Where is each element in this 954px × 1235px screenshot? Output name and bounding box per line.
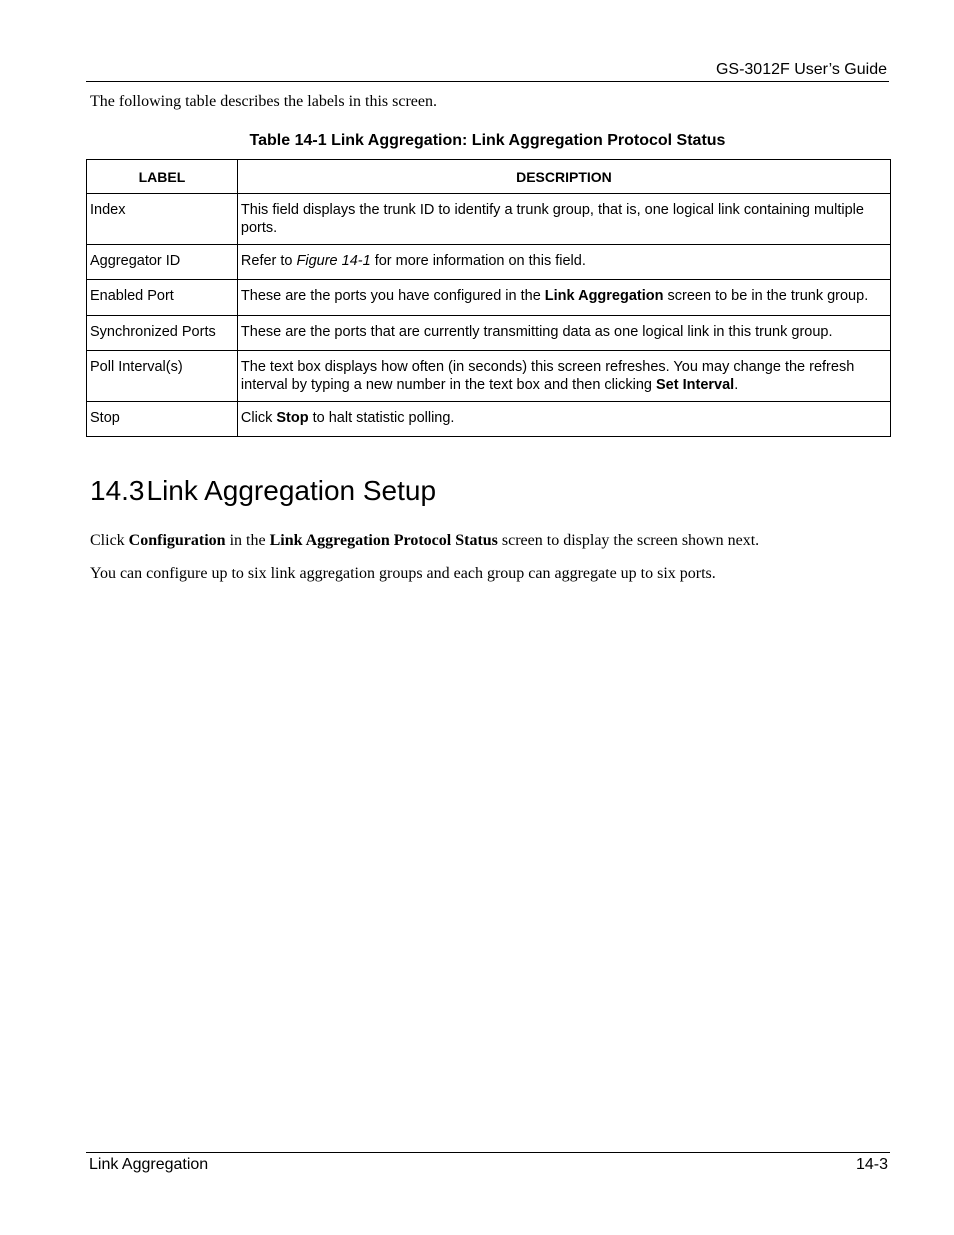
paragraph-text: Click [90, 532, 129, 549]
description-text: to halt statistic polling. [308, 410, 455, 426]
table-row [87, 402, 891, 437]
section-number: 14.3 [90, 475, 145, 506]
description-column-header: DESCRIPTION [237, 160, 890, 194]
description-text: screen to be in the trunk group. [663, 288, 869, 304]
description-text: Refer to [240, 253, 297, 269]
row-description: This field displays the trunk ID to identify a trunk group, that is, one logical link containing multiple ports. [237, 194, 890, 245]
description-text: . [734, 377, 739, 393]
table-row [87, 351, 891, 402]
row-label: Aggregator ID [87, 245, 238, 280]
running-header [86, 60, 889, 82]
description-text: The text box displays how often (in seconds) this screen refreshes. You may change the refresh interval by typing a new number in the text box and then clicking [240, 359, 855, 393]
menu-name-bold: Configuration [128, 532, 226, 549]
page-number: 14-3 [855, 1156, 888, 1173]
screen-name-bold: Link Aggregation [544, 288, 664, 304]
row-description: These are the ports that are currently transmitting data as one logical link in this trunk group. [237, 316, 890, 351]
section-title: Link Aggregation Setup [146, 475, 437, 506]
row-label: Enabled Port [87, 280, 238, 316]
row-description [237, 280, 890, 316]
table-row [87, 245, 891, 280]
screen-name-bold: Link Aggregation Protocol Status [269, 532, 498, 549]
row-description [237, 245, 890, 280]
table-row [87, 316, 891, 351]
intro-text: The following table describes the labels in this screen. [90, 93, 438, 110]
label-column-header: LABEL [87, 160, 238, 194]
figure-reference: Figure 14-1 [296, 253, 371, 269]
button-name-bold: Stop [276, 410, 309, 426]
running-footer [86, 1152, 890, 1177]
row-label: Synchronized Ports [87, 316, 238, 351]
body-paragraph [90, 531, 759, 551]
description-text: for more information on this field. [370, 253, 586, 269]
row-label: Poll Interval(s) [87, 351, 238, 402]
row-label: Index [87, 194, 238, 245]
paragraph-text: in the [225, 532, 270, 549]
label-description-table [86, 159, 891, 437]
description-text: Click [240, 410, 277, 426]
row-description [237, 402, 890, 437]
body-paragraph: You can configure up to six link aggregation groups and each group can aggregate up to six ports. [90, 565, 716, 582]
table-row [87, 280, 891, 316]
table-caption: Table 14-1 Link Aggregation: Link Aggregation Protocol Status [249, 132, 726, 149]
row-label: Stop [87, 402, 238, 437]
button-name-bold: Set Interval [656, 377, 735, 393]
paragraph-text: screen to display the screen shown next. [497, 532, 760, 549]
row-description [237, 351, 890, 402]
description-text: These are the ports you have configured in the [240, 288, 545, 304]
chapter-name: Link Aggregation [89, 1156, 209, 1173]
guide-title: GS-3012F User’s Guide [715, 61, 887, 78]
section-heading [90, 474, 436, 508]
table-header-row [87, 160, 891, 194]
table-row [87, 194, 891, 245]
